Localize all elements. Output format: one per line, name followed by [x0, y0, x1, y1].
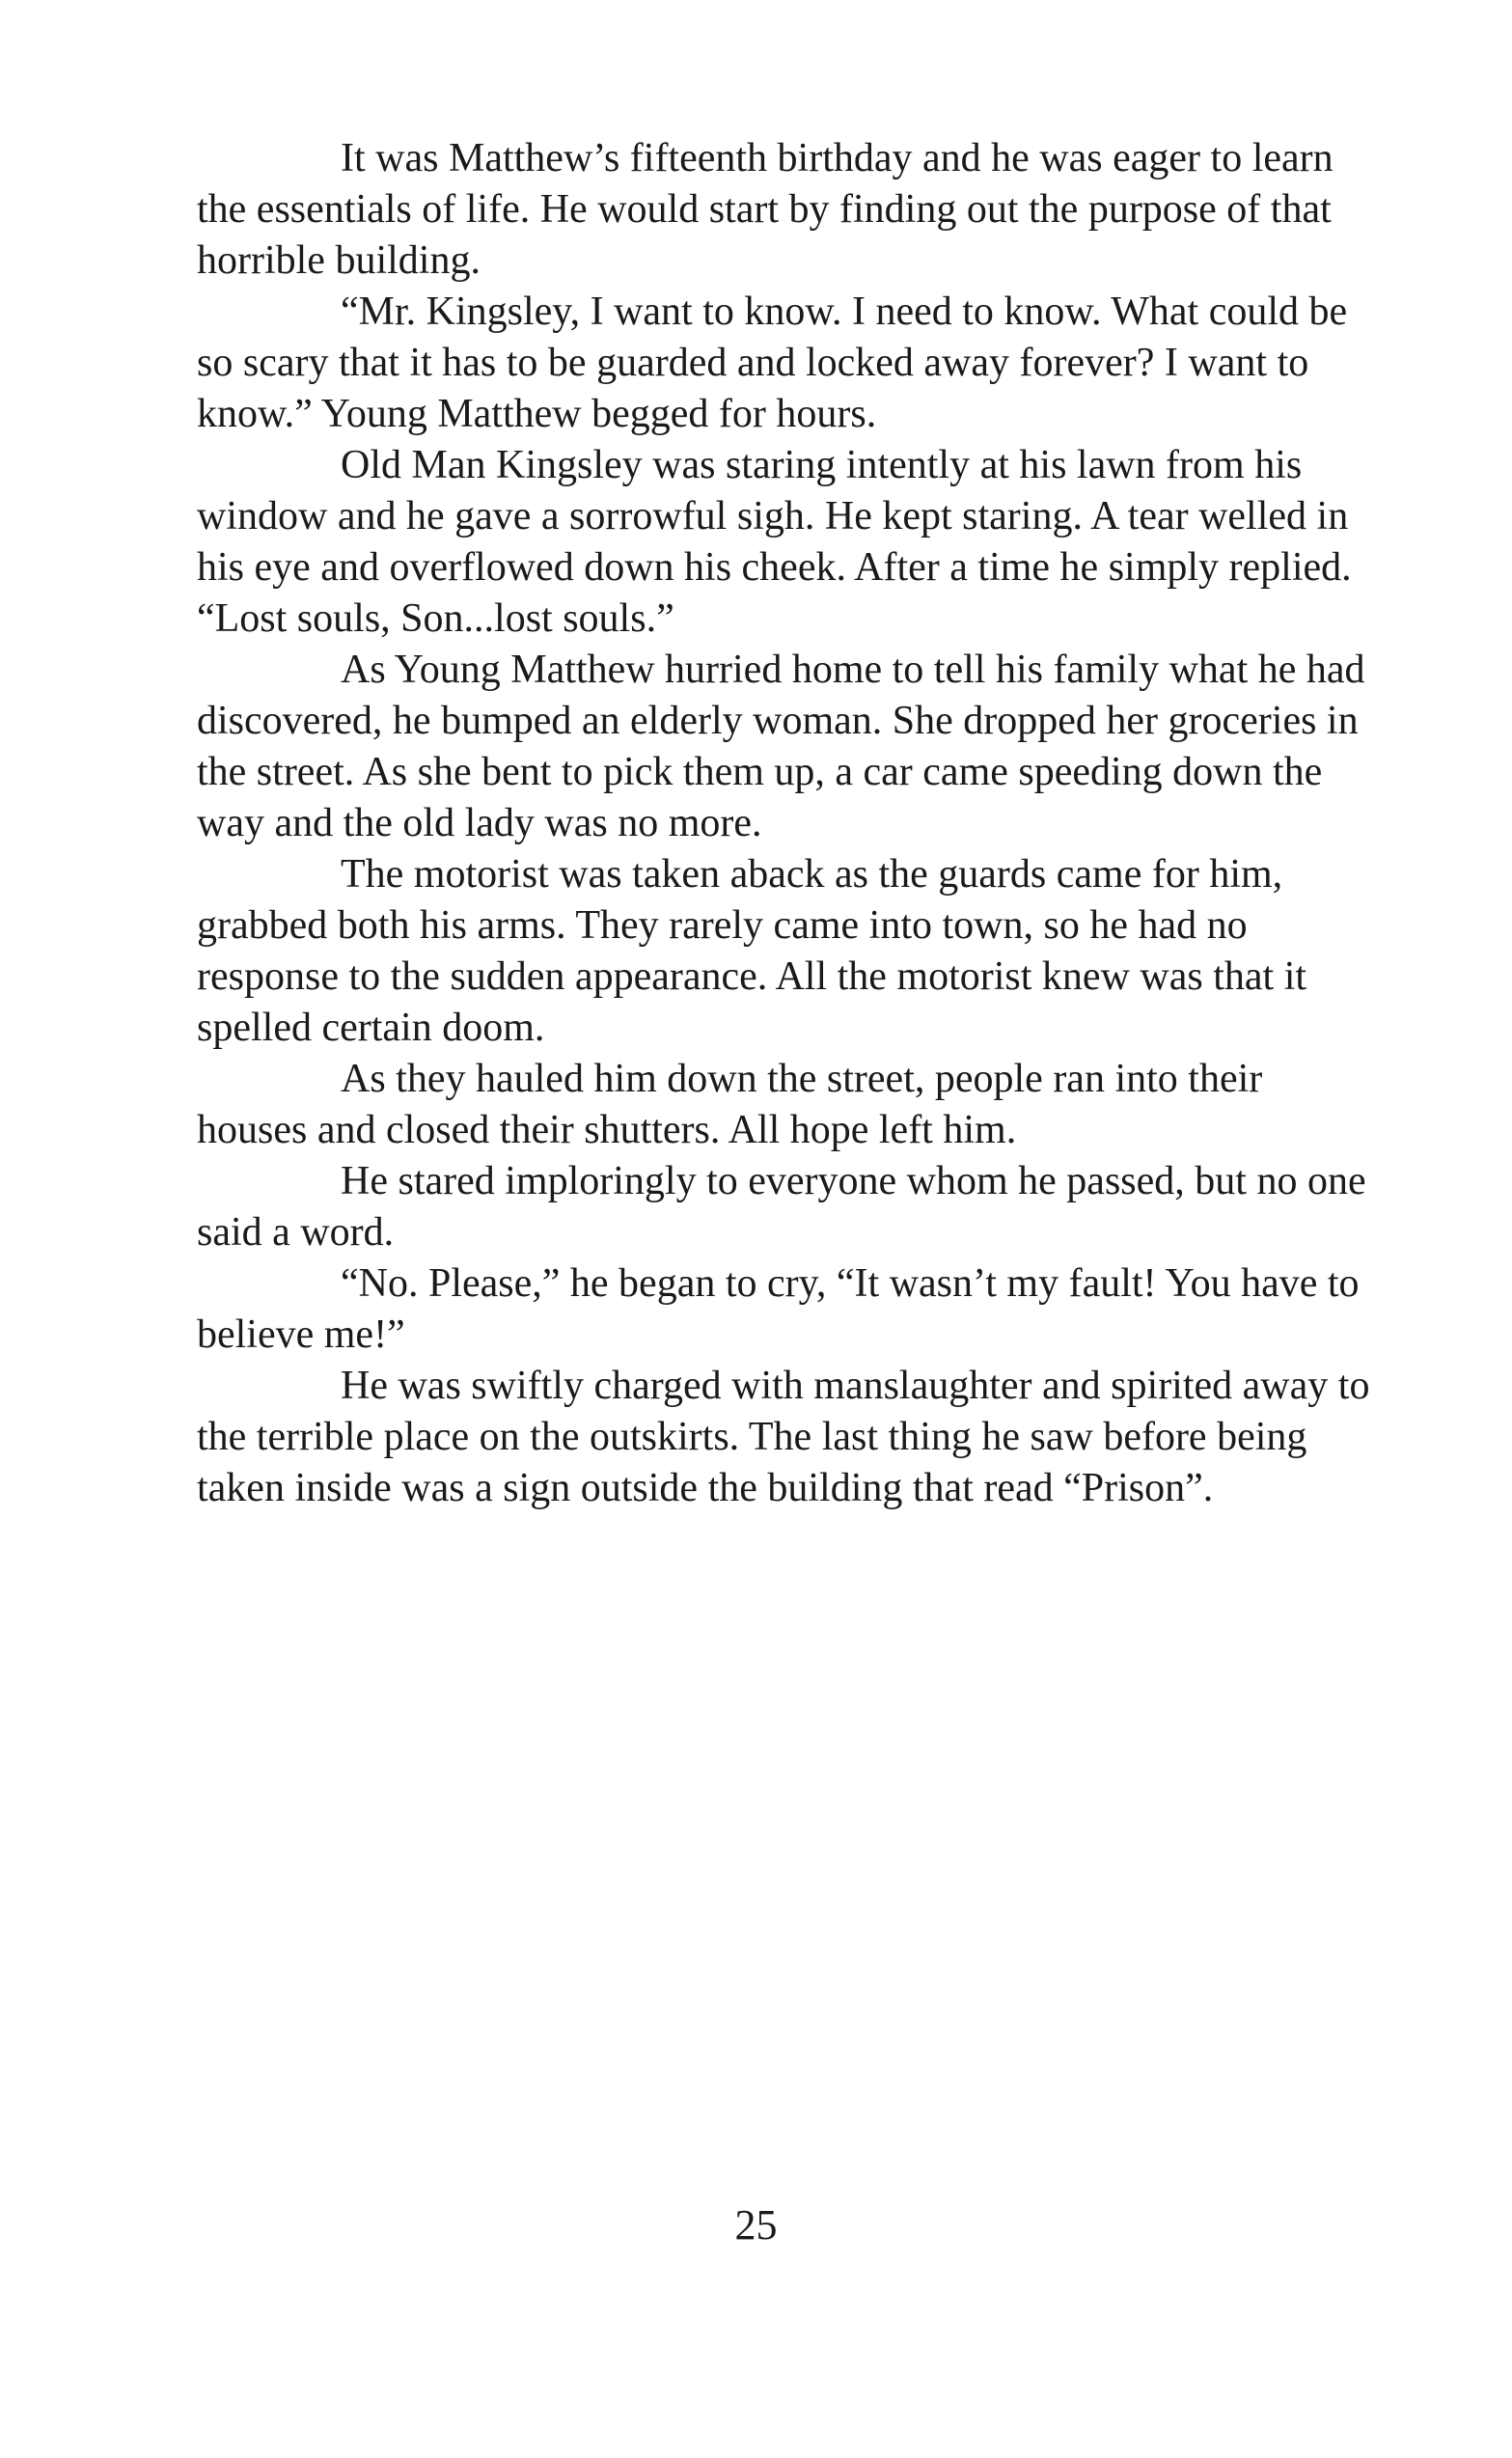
paragraph-5: The motorist was taken aback as the guards came for him, grabbed both his arms. They rarely came into town, so he had no response to the sudden appearance. All the motorist knew was that it spelled certain doom. [197, 852, 1307, 1050]
paragraph-1: It was Matthew’s fifteenth birthday and he was eager to learn the essentials of life. He would start by finding out the purpose of that horrible building. [197, 136, 1333, 283]
paragraph-3: Old Man Kingsley was staring intently at his lawn from his window and he gave a sorrowful sigh. He kept staring. A tear welled in his eye and overflowed down his cheek. After a time he simply replied. “Lost souls, Son...lost souls.” [197, 443, 1352, 641]
paragraph-6: As they hauled him down the street, people ran into their houses and closed their shutters. All hope left him. [197, 1057, 1263, 1152]
page-number: 25 [734, 2201, 778, 2249]
paragraph-2: “Mr. Kingsley, I want to know. I need to know. What could be so scary that it has to be guarded and locked away forever? I want to know.” Young Matthew begged for hours. [197, 290, 1348, 436]
paragraph-4: As Young Matthew hurried home to tell his family what he had discovered, he bumped an elderly woman. She dropped her groceries in the street. As she bent to pick them up, a car came speeding down the way and the old lady was no more. [197, 648, 1365, 845]
paragraph-8: “No. Please,” he began to cry, “It wasn’t my fault! You have to believe me!” [197, 1261, 1360, 1357]
paragraph-9: He was swiftly charged with manslaughter and spirited away to the terrible place on the outskirts. The last thing he saw before being taken inside was a sign outside the building that read “Prison”. [197, 1364, 1370, 1510]
story-text [197, 133, 1380, 1514]
paragraph-7: He stared imploringly to everyone whom he passed, but no one said a word. [197, 1159, 1366, 1255]
